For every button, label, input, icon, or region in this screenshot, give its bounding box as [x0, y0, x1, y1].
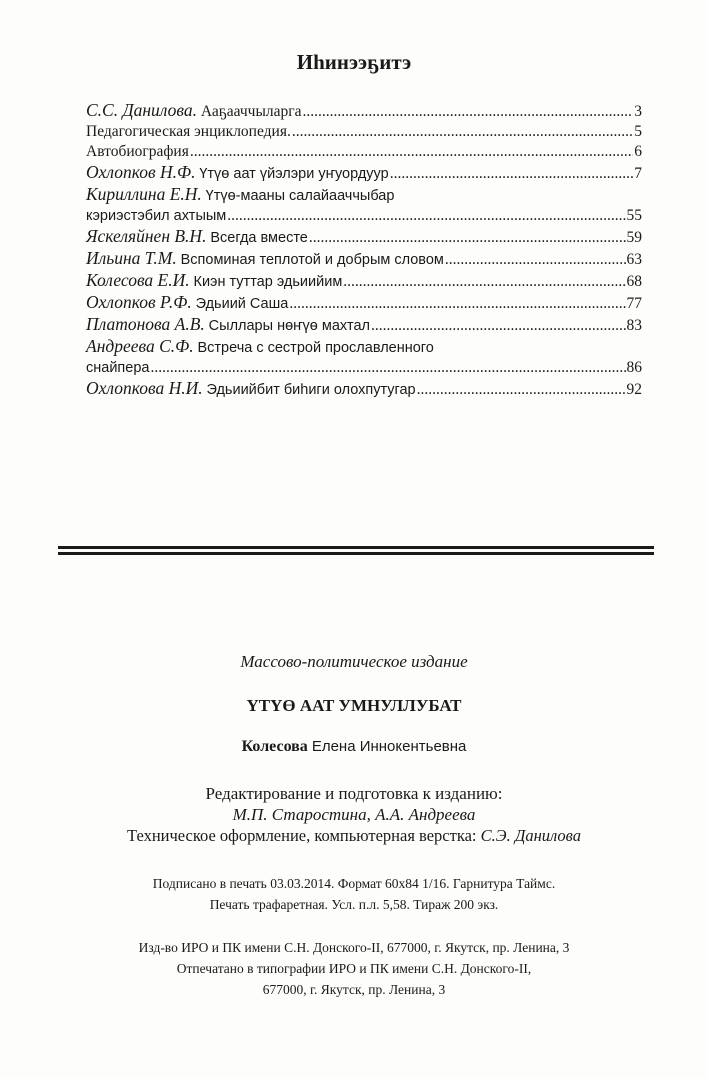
publisher-details: [0, 937, 708, 1000]
toc-entry[interactable]: [86, 122, 642, 142]
author-surname: Колесова: [241, 738, 308, 755]
publisher-line: Отпечатано в типографии ИРО и ПК имени С.Н. Донского-II,: [176, 961, 532, 976]
toc-entry[interactable]: [86, 142, 642, 162]
toc-entry[interactable]: [86, 248, 642, 270]
toc-author: Охлопков Р.Ф.: [86, 292, 192, 312]
toc-page: 59: [626, 229, 642, 246]
toc-author: С.С. Данилова.: [86, 100, 197, 120]
toc-text: снайпера: [86, 360, 150, 376]
toc-leader: [445, 250, 626, 270]
toc-leader: [292, 122, 633, 142]
double-rule-divider: [58, 546, 654, 558]
contents-title: Иhинээҕитэ: [296, 50, 412, 74]
toc-text: Сыллары нөҥүө махтал: [208, 318, 370, 334]
toc-text: Всегда вместе: [210, 230, 308, 246]
toc-leader: [190, 142, 633, 162]
editing-label: Редактирование и подготовка к изданию:: [205, 784, 503, 803]
toc-author: Охлопков Н.Ф.: [86, 162, 196, 182]
toc-text-first-line: Үтүө-мааны салайааччыбар: [205, 188, 395, 204]
tech-credit: [0, 825, 708, 846]
toc-entry[interactable]: [86, 292, 642, 314]
toc-text: Педагогическая энциклопедия.: [86, 123, 291, 140]
toc-entry[interactable]: [86, 226, 642, 248]
toc-leader: [371, 316, 626, 336]
toc-leader: [343, 272, 625, 292]
toc-author: Охлопкова Н.И.: [86, 378, 203, 398]
toc-page: 63: [626, 251, 642, 268]
publisher-line: Изд-во ИРО и ПК имени С.Н. Донского-II, 677000, г. Якутск, пр. Ленина, 3: [138, 940, 570, 955]
toc-page: 5: [634, 123, 642, 140]
toc-text: Вспоминая теплотой и добрым словом: [180, 252, 444, 268]
toc-entry[interactable]: [86, 378, 642, 400]
toc-entry[interactable]: [86, 270, 642, 292]
toc-page: 7: [634, 165, 642, 182]
editing-credits: [0, 783, 708, 846]
toc-leader: [390, 164, 634, 184]
toc-leader: [302, 102, 633, 122]
toc-page: 68: [626, 273, 642, 290]
toc-text-first-line: Встреча с сестрой прославленного: [197, 340, 434, 356]
tech-label: Техническое оформление, компьютерная верстка:: [127, 826, 477, 845]
toc-leader: [417, 380, 626, 400]
table-of-contents: [86, 100, 642, 400]
toc-author: Андреева С.Ф.: [86, 336, 194, 356]
toc-page: 55: [626, 207, 642, 224]
toc-leader: [150, 358, 625, 378]
publisher-line: 677000, г. Якутск, пр. Ленина, 3: [262, 982, 446, 997]
toc-author: Кириллина Е.Н.: [86, 184, 202, 204]
book-author: [0, 738, 708, 756]
toc-page: 77: [626, 295, 642, 312]
book-title: ҮТҮӨ ААТ УМНУЛЛУБАТ: [246, 696, 462, 715]
author-given-name: Елена Иннокентьевна: [311, 738, 467, 755]
toc-author: Яскеляйнен В.Н.: [86, 226, 207, 246]
toc-page: 92: [626, 381, 642, 398]
rule-line: [58, 546, 654, 549]
toc-text: Киэн туттар эдьиийим: [193, 274, 343, 290]
toc-leader: [227, 206, 625, 226]
toc-entry[interactable]: [86, 314, 642, 336]
toc-author: Платонова А.В.: [86, 314, 205, 334]
print-line: Подписано в печать 03.03.2014. Формат 60х84 1/16. Гарнитура Таймс.: [152, 876, 556, 891]
toc-page: 83: [626, 317, 642, 334]
rule-line: [58, 552, 654, 555]
toc-entry[interactable]: [86, 100, 642, 122]
print-line: Печать трафаретная. Усл. п.л. 5,58. Тираж 200 экз.: [209, 897, 499, 912]
toc-text: Ааҕааччыларга: [200, 103, 302, 120]
editors: М.П. Старостина, А.А. Андреева: [232, 805, 476, 824]
toc-author: Колесова Е.И.: [86, 270, 190, 290]
edition-genre: Массово-политическое издание: [240, 652, 468, 671]
toc-entry[interactable]: [86, 336, 642, 378]
toc-text: кэриэстэбил ахтыым: [86, 208, 227, 224]
toc-page: 86: [626, 359, 642, 376]
toc-text: Автобиография: [86, 143, 189, 160]
toc-text: Эдьиий Саша: [195, 296, 289, 312]
toc-page: 6: [634, 143, 642, 160]
toc-text: Үтүө аат үйэлэри уҥуордуур: [199, 166, 389, 182]
toc-entry[interactable]: [86, 162, 642, 184]
toc-text: Эдьиийбит биһиги олохпутугар: [206, 382, 416, 398]
toc-entry[interactable]: [86, 184, 642, 226]
toc-page: 3: [634, 103, 642, 120]
toc-author: Ильина Т.М.: [86, 248, 177, 268]
tech-name: С.Э. Данилова: [480, 826, 581, 845]
toc-leader: [289, 294, 625, 314]
print-details: [0, 873, 708, 915]
toc-leader: [309, 228, 626, 248]
